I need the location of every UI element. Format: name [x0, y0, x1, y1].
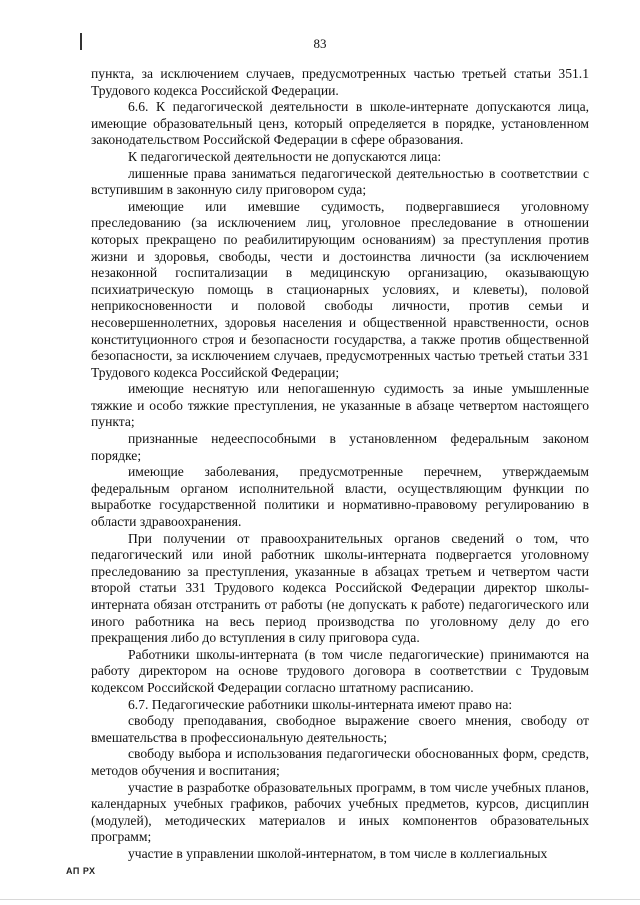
list-item-program-development: участие в разработке образовательных программ, в том числе учебных планов, календарных учебных графиков, рабочих учебных предметов, курсов, дисциплин (модулей), методических материалов и иных компонентов образовательных программ; [91, 779, 589, 845]
list-item-deprived-rights: лишенные права заниматься педагогической деятельностью в соответствии с вступившим в законную силу приговором суда; [91, 165, 589, 198]
paragraph-hiring: Работники школы-интерната (в том числе педагогические) принимаются на работу директором на основе трудового договора в соответствии с Трудовым кодексом Российской Федерации согласно штатному расписанию. [91, 646, 589, 695]
document-body [91, 66, 589, 863]
page-number: 83 [313, 36, 327, 51]
paragraph-6-6: 6.6. К педагогической деятельности в школе-интернате допускаются лица, имеющие образовательный ценз, который определяется в порядке, установленном законодательством Российской Федерации в сфере образования. [91, 99, 589, 148]
list-item-incapacitated: признанные недееспособными в установленном федеральным законом порядке; [91, 431, 589, 463]
list-item-freedom-methods: свободу выбора и использования педагогически обоснованных форм, средств, методов обучения и воспитания; [91, 746, 589, 778]
paragraph-continuation: пункта, за исключением случаев, предусмотренных частью третьей статьи 351.1 Трудового кодекса Российской Федерации. [91, 66, 589, 98]
paragraph-suspension: При получении от правоохранительных органов сведений о том, что педагогический или иной работник школы-интерната подвергается уголовному преследованию за преступления, указанные в абзацах третьем и четвертом части второй статьи 331 Трудового кодекса Российской Федерации директор школы-интерната обязан отстранить от работы (не допускать к работе) педагогического или иного работника на весь период производства по уголовному делу до его прекращения либо до вступления в силу приговора суда. [91, 530, 589, 646]
list-item-diseases: имеющие заболевания, предусмотренные перечнем, утверждаемым федеральным органом исполнительной власти, осуществляющим функции по выработке государственной политики и нормативно-правовому регулированию в области здравоохранения. [91, 464, 589, 530]
list-item-unexpunged-record: имеющие неснятую или непогашенную судимость за иные умышленные тяжкие и особо тяжкие преступления, не указанные в абзаце четвертом настоящего пункта; [91, 381, 589, 430]
page-bottom-edge [0, 899, 640, 900]
list-item-freedom-teaching: свободу преподавания, свободное выражение своего мнения, свободу от вмешательства в профессиональную деятельность; [91, 713, 589, 745]
list-item-criminal-record: имеющие или имевшие судимость, подвергавшиеся уголовному преследованию (за исключением лиц, уголовное преследование в отношении которых прекращено по реабилитирующим основаниям) за преступления против жизни и здоровья, свободы, чести и достоинства личности (за исключением незаконной госпитализации в медицинскую организацию, оказывающую психиатрическую помощь в стационарных условиях, и клеветы), половой неприкосновенности и половой свободы личности, против семьи и несовершеннолетних, здоровья населения и общественной нравственности, основ конституционного строя и безопасности государства, а также против общественной безопасности, за исключением случаев, предусмотренных частью третьей статьи 331 Трудового кодекса Российской Федерации; [91, 198, 589, 380]
footer-stamp: АП РХ [66, 866, 96, 876]
paragraph-6-7: 6.7. Педагогические работники школы-интерната имеют право на: [128, 696, 513, 712]
list-item-management: участие в управлении школой-интернатом, в том числе в коллегиальных [128, 845, 548, 861]
paragraph-exclusions-intro: К педагогической деятельности не допускаются лица: [128, 148, 442, 164]
